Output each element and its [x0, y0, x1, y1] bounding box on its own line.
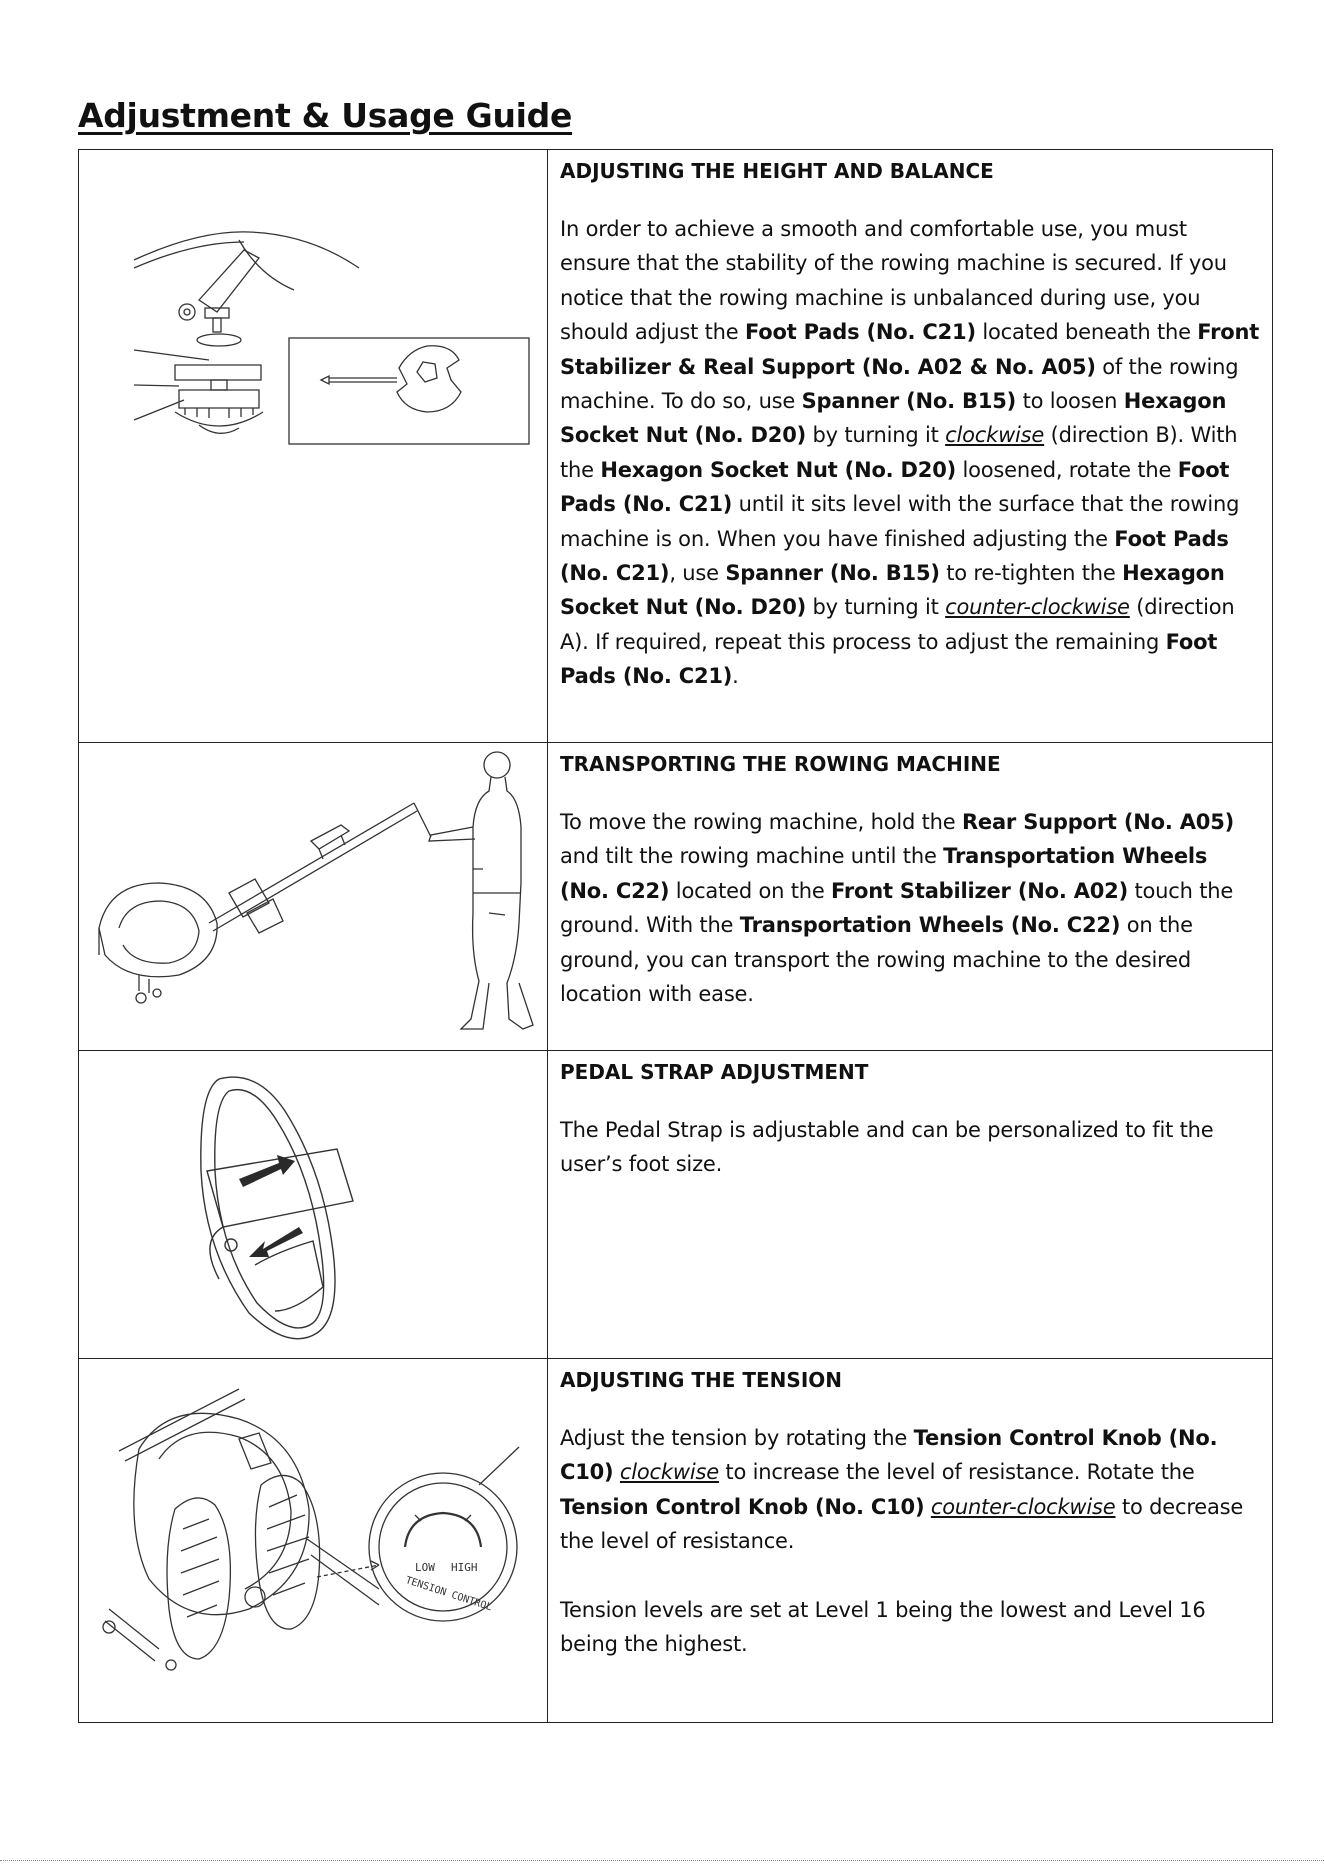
- part-reference: Rear Support (No. A05): [961, 810, 1235, 834]
- body-paragraph: [560, 1421, 1262, 1559]
- text-run: loosened, rotate the: [956, 457, 1178, 482]
- part-reference: Hexagon Socket Nut (No. D20): [560, 561, 1225, 620]
- part-reference: Front Stabilizer (No. A02): [831, 878, 1128, 903]
- part-reference: Foot Pads (No. C21): [744, 320, 976, 345]
- text-cell: [548, 150, 1273, 743]
- direction-term: counter-clockwise: [930, 1494, 1116, 1519]
- page-bottom-rule: [0, 1860, 1324, 1861]
- body-paragraph: [560, 805, 1262, 1011]
- part-reference: Foot Pads (No. C21): [560, 526, 1229, 586]
- part-reference: Tension Control Knob (No. C10): [560, 1494, 925, 1519]
- text-run: to re-tighten the: [939, 561, 1123, 586]
- illustration-cell: [79, 743, 548, 1051]
- part-reference: Foot Pads (No. C21): [560, 457, 1230, 517]
- guide-table: [78, 149, 1273, 1723]
- text-run: , use: [669, 561, 726, 586]
- text-run: to decrease the level of resistance.: [560, 1494, 1244, 1554]
- body-paragraph: [560, 1593, 1262, 1662]
- section-heading: ADJUSTING THE TENSION: [560, 1368, 843, 1392]
- text-run: on the ground, you can transport the rowing machine to the desired location with ease.: [560, 913, 1193, 1007]
- part-reference: Spanner (No. B15): [725, 561, 940, 586]
- direction-term: clockwise: [945, 423, 1045, 448]
- text-run: to loosen: [1016, 389, 1124, 414]
- text-run: located on the: [669, 878, 832, 903]
- section-body: [560, 1113, 1262, 1182]
- section-body: [560, 1421, 1262, 1661]
- text-run: by turning it: [806, 595, 946, 620]
- body-paragraph: [560, 212, 1262, 694]
- part-reference: Tension Control Knob (No. C10): [560, 1426, 1218, 1485]
- part-reference: Spanner (No. B15): [801, 389, 1017, 414]
- illustration-cell: [79, 1051, 548, 1359]
- part-reference: Foot Pads (No. C21): [560, 629, 1218, 689]
- section-body: [560, 805, 1262, 1011]
- text-run: to increase the level of resistance. Rotate the: [718, 1460, 1195, 1485]
- text-run: .: [732, 664, 739, 689]
- knob-high-label: HIGH: [451, 1561, 478, 1574]
- tension-knob-illustration: [79, 1359, 547, 1714]
- part-reference: Hexagon Socket Nut (No. D20): [560, 389, 1227, 448]
- text-cell: [548, 743, 1273, 1051]
- guide-row-height-balance: [79, 150, 1273, 743]
- section-body: [560, 212, 1262, 694]
- transport-illustration: [79, 743, 547, 1042]
- illustration-cell: [79, 1359, 548, 1723]
- text-run: until it sits level with the surface that the rowing machine is on. When you have finished adjusting the: [560, 492, 1240, 551]
- text-run: Adjust the tension by rotating the: [560, 1426, 914, 1450]
- body-paragraph: [560, 1113, 1262, 1182]
- part-reference: Transportation Wheels (No. C22): [739, 913, 1121, 938]
- text-cell: [548, 1051, 1273, 1359]
- guide-row-pedal-strap: [79, 1051, 1273, 1359]
- knob-low-label: LOW: [415, 1561, 435, 1574]
- foot-pad-spanner-illustration: [79, 150, 547, 734]
- direction-term: counter-clockwise: [945, 595, 1130, 620]
- illustration-cell: [79, 150, 548, 743]
- section-heading: PEDAL STRAP ADJUSTMENT: [560, 1060, 869, 1084]
- text-run: (direction B). With the: [560, 423, 1238, 482]
- text-run: and tilt the rowing machine until the: [560, 844, 944, 869]
- part-reference: Front Stabilizer & Real Support (No. A02 & No. A05): [560, 320, 1260, 379]
- part-reference: Transportation Wheels (No. C22): [560, 844, 1208, 903]
- knob-ring-label: TENSION CONTROL: [404, 1575, 494, 1614]
- page-title: Adjustment & Usage Guide: [78, 96, 573, 135]
- text-run: To move the rowing machine, hold the: [560, 810, 962, 834]
- text-run: of the rowing machine. To do so, use: [560, 354, 1239, 414]
- text-run: Tension levels are set at Level 1 being the lowest and Level 16 being the highest.: [560, 1597, 1206, 1657]
- text-cell: [548, 1359, 1273, 1723]
- text-run: In order to achieve a smooth and comfortable use, you must ensure that the stability of the rowing machine is secured. If you notice that the rowing machine is unbalanced during use, you should adjust the: [560, 217, 1227, 345]
- text-run: located beneath the: [975, 320, 1198, 345]
- text-run: by turning it: [806, 423, 946, 448]
- section-heading: ADJUSTING THE HEIGHT AND BALANCE: [560, 159, 994, 183]
- text-run: The Pedal Strap is adjustable and can be personalized to fit the user’s foot size.: [560, 1118, 1214, 1177]
- section-heading: TRANSPORTING THE ROWING MACHINE: [560, 752, 1001, 776]
- direction-term: clockwise: [619, 1460, 719, 1485]
- part-reference: Hexagon Socket Nut (No. D20): [600, 457, 957, 482]
- text-run: touch the ground. With the: [560, 878, 1234, 938]
- text-run: (direction A). If required, repeat this process to adjust the remaining: [560, 595, 1235, 654]
- guide-row-tension: [79, 1359, 1273, 1723]
- pedal-strap-illustration: [79, 1051, 547, 1350]
- guide-row-transport: [79, 743, 1273, 1051]
